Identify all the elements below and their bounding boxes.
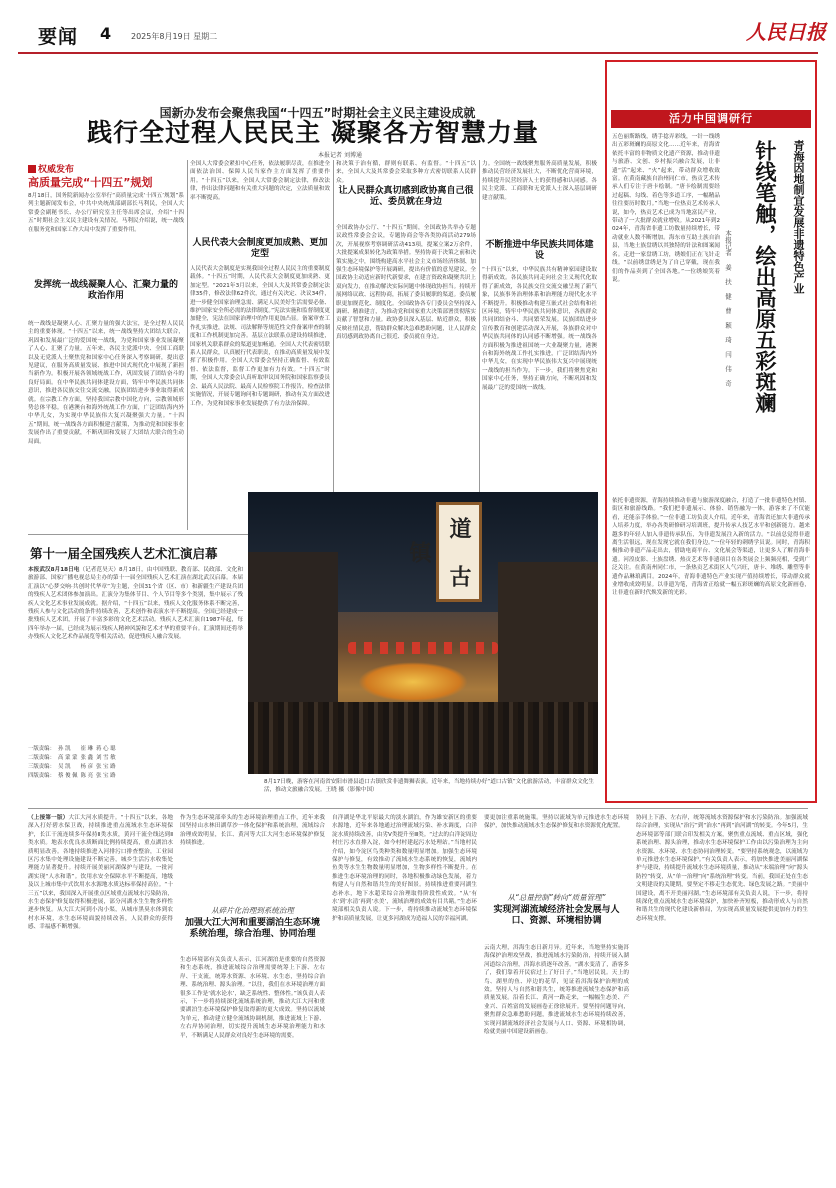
newspaper-logo: 人民日报 (746, 20, 826, 44)
mid-subheadline-1: 人民代表大会制度更加成熟、更加定型 (192, 238, 328, 259)
signboard-text: 道 古 镇 (406, 517, 472, 587)
body-text: 全国人大常委会紧扣中心任务，依法履职尽责，在推进全面依法治国、保障人民当家作主方面发挥了重要作用。“十四五”以来，全国人大常委会制定法律，修改法律，作出法律问题和有关重大问题的决定，立法质量和效率不断提高。 (190, 161, 330, 201)
lead-byline: 本报记者 刘博通 (318, 152, 362, 159)
signboard (406, 502, 482, 602)
bottom-kicker-2: 从“总量控制”转向“质量管理” (507, 893, 606, 902)
body-text: 生态环境部有关负责人表示，江河湖泊是重要的自然资源和生态系统，推进流域综合治理需要统筹上下游、左右岸、干支流，统筹水资源、水环境、水生态，坚持综合治理、系统治理、源头治理。“以往，我们在水环境治理方面很多工作是‘就水论水’，缺乏系统性、整体性。”该负责人表示，下一步将持续深化流域系统治理，推动大江大河和重要湖泊生态环境保护修复取得新的更大成效。坚持以流域为单元，推动建立健全流域协调机制，推进流域上下游、左右岸协同治理，切实提升流域生态环境治理能力和水平，不断满足人民群众对良好生态环境的需要。 (180, 957, 325, 1039)
editor-credits (28, 744, 119, 780)
body-text: 云南大理，洱海生态日新月异。近年来，当地坚持实施洱海保护治理攻坚战，推进流域水污染防治，持续开展入湖河道综合治理，洱海水质逐年改善。“湖水变清了，游客多了，我们靠着开民宿过上了好日子。”当地居民说。天上的鸟、湖里的鱼、岸边的花草，见证着洱海保护治理的成效。坚持人与自然和谐共生，统筹推进流域生态保护和高质量发展。沿着长江、黄河一路走来，一幅幅生态美、产业兴、百姓富的发展画卷正徐徐展开。要坚持问题导向，聚焦群众急难愁盼问题，推进流域水生态环境持续改善，实现河湖流域经济社会发展与人口、资源、环境相协调，绘就美丽中国建设新画卷。 (484, 945, 629, 1036)
feature-banner: 活力中国调研行 (611, 110, 811, 128)
mid-subheadline-2: 让人民群众真切感到政协离自己很近、委员就在身边 (338, 186, 474, 207)
lion-dance (358, 662, 468, 702)
feature-body: 依托非遗资源，青海持续推动非遗与旅游深度融合，打造了一批非遗特色村镇、街区和旅游线路。“我们把非遗展示、体验、销售融为一体，游客来了不仅能看，还能亲手体验。”一位非遗工坊负责人介绍。近年来，青海省还加大非遗传承人培养力度，举办各类研修研习培训班，提升传承人技艺水平和创新能力。越来越多的年轻人加入非遗传承队伍，为非遗发展注入新的活力。“以前总觉得非遗离生活很远，现在发现它就在我们身边。”一位年轻的刺绣学员说。同时，青海积极推动非遗产品走出去，借助电商平台、文化展会等渠道，让更多人了解青海非遗。河湟皮影、土族盘绣、热贡艺术等非遗项目在各类展会上频频亮相，受到广泛关注。在黄南州同仁市，一条热贡艺术街区人气兴旺，唐卡、堆绣、雕塑等非遗作品琳琅满目。2024年，青海非遗特色产业实现产值持续增长，带动群众就业增收成效明显。以非遗为笔，青海省正绘就一幅五彩斑斓的高原文化新画卷，让非遗在新时代焕发新的光彩。 (612, 498, 810, 597)
feature-byline: 本报记者 姜 扶 健 曹 颖 琦 闫 伟 奇 (724, 230, 732, 387)
body-text: （上接第一版）大江大河水质提升。“十四五”以来，各地深入打好碧水保卫战，持续推进重点流域水生态环境保护，长江干流连续多年保持Ⅱ类水质，黄河干流全线达到Ⅱ类水质。地表水优良水质断面比例持续提高，重点湖泊水质明显改善。各地持续推进入河排污口排查整治，工业园区污水集中处理设施建设不断完善，城乡生活污水收集处理能力显著提升。持续开展美丽河湖保护与建设，一批河湖实现“人水和谐”。饮用水安全保障水平不断提高，地级及以上城市集中式饮用水水源地水质达标率保持高位。“十三五”以来，我国深入开展重点区域重点流域水污染防治，水生态保护修复取得积极进展，部分河湖水生生物多样性逐步恢复。从大江大河到小沟小渠，从城市黑臭水体到农村水环境，水生态环境面貌持续改善，人民群众的获得感、幸福感不断增强。 (28, 815, 173, 931)
bottom-subheadline-1: 加强大江大河和重要湖泊生态环境系统治理，综合治理、协同治理 (184, 918, 320, 939)
credit-row: 四版责编： 蔡 俊 佩 陈 亮 张 宝 路 (28, 773, 116, 779)
kicker-label: 权威发布 (38, 165, 75, 175)
crowd (248, 702, 598, 774)
mid-subheadline-3: 不断推进中华民族共同体建设 (485, 240, 594, 261)
body-text: 自洋湖是华北平原最大的淡水湖泊，作为雄安新区的重要水源地，近年来各地通过治理流域污染、补水调度，白洋淀水质持续改善，由劣Ⅴ类提升至Ⅲ类。“过去的白洋淀周边村庄污水直排入淀，如今村村建起污水处理站。”当地村民介绍，如今淀区鸟类种类和数量明显增加。加强生态环境保护与修复，有效推动了流域水生态系统的恢复，流域内鱼类等水生生物数量明显增加，生物多样性不断提升。在推进生态环境治理的同时，各地积极推动绿色发展，着力构建人与自然和谐共生的美好图景。持续推进重要河湖生态补水，地下水超采综合治理取得阶段性成效。“从‘有水’到‘水清’再到‘水美’，流域治理的成效有目共睹。”生态环境部相关负责人说。下一步，将持续推动流域生态环境保护和高质量发展，让更多河湖成为造福人民的幸福河湖。 (332, 815, 477, 922)
bottom-kicker-1: 从碎片化治理到系统治理 (211, 906, 294, 915)
body-text: “十四五”以来，中华民族共有精神家园建设取得新成效。各民族共同走向社会主义现代化取得了新成效，各民族交往交流交融呈现了新气象，民族事务治理体系和治理能力现代化水平不断提升。积极推动构建互嵌式社会结构和社区环境，铸牢中华民族共同体意识，各族群众共同团结奋斗、共同繁荣发展。民族团结进步宣传教育和创建活动深入开展，各族群众对中华民族共同体的认同感不断增强。统一战线各方面积极为推进祖国统一大业凝聚力量，港澳台和海外统战工作扎实推进，广泛团结海内外中华儿女，在实现中华民族伟大复兴中展现统一战线的担当作为。下一步，我们将聚焦党和国家中心任务，坚持正确方向，不断巩固和发展最广泛的爱国统一战线。 (482, 267, 597, 391)
body-text: 本报武汉8月18日电（记者范昊天）8月18日，由中国残联、教育部、民政部、文化和旅游部、国家广播电视总局主办的第十一届全国残疾人艺术汇演在湖北武汉启幕。本届汇演以“心梦交响·共创时代华章”为主题，全国31个省（区、市）和新疆生产建设兵团的残疾人艺术团体参加演出。汇演分为集体节目、个人节目等多个类别，集中展示了残疾人文化艺术事业发展成就。据介绍，“十四五”以来，残疾人文化服务体系不断完善，残疾人参与文化活动的条件持续改善，艺术创作和表演水平不断提高。全国已经建成一批残疾人艺术团，开展了丰富多彩的文化艺术活动。残疾人艺术汇演自1987年起，每四年举办一届，已经成为展示残疾人精神风貌和艺术才华的重要平台。汇演期间还将举办残疾人文化艺术作品展览等相关活动，促进残疾人融合发展。 (28, 567, 243, 641)
photo-building (248, 552, 338, 702)
photo-caption: 8月17日晚，游客在河南省安阳市滑县道口古镇欣赏非遗舞狮表演。近年来，当地持续办好“道口古镇”文化旅游活动，丰富群众文化生活，推动文旅融合发展。王晓 摄（影像中国） (264, 779, 594, 794)
square-icon (28, 165, 36, 173)
issue-date: 2025年8月19日 星期二 (131, 32, 218, 41)
column-rule (333, 160, 334, 530)
feature-body: 五色丽斯路线，绣手捻弄彩线，一针一线绣出五彩斑斓的高原文化……近年来，青海省依托丰富的非物质文化遗产资源，推动非遗与旅游、文创、乡村振兴融合发展，让非遗“活”起来、“火”起来，带动群众增收致富。在黄南藏族自治州同仁市，热贡艺术传承人们专注于唐卡绘制。“唐卡绘制需要经过起稿、勾线、着色等多道工序，一幅精品往往要历时数月。”当地一位热贡艺术传承人说，如今，热贡艺术已成为当地富民产业，带动了一大批群众就业增收。从2021年到2024年，青海省非遗工坊数量持续增长，带动就业人数不断增加。海东市互助土族自治县，当地土族盘绣以其独特的针法和图案闻名。走进一家盘绣工坊，绣娘们正在飞针走线。“以前绣盘绣是为了自己穿戴，现在我们的作品卖到了全国各地。”一位绣娘笑着说。 (612, 134, 720, 283)
body-text: 和决策于治有循，群则有联系、有监督。“十四五”以来，全国人大及其常委会采取多种方式密切联系人民群众。 (336, 161, 476, 184)
column-rule (479, 160, 480, 530)
body-text: 8月18日，国务院新闻办公室举行“高质量完成‘十四五’规划”系列主题新闻发布会，中共中央统战部副部长马利民，全国人大常委会副秘书长、办公厅研究室主任等出席会议，介绍“十四五”时期社会主义民主建设有关情况。马利民介绍说，统一战线在服务党和国家工作大局中发挥了重要作用。 (28, 193, 184, 233)
feature-title: 针线笔触，绘出高原五彩斑斓 (753, 140, 778, 413)
left-column-title: 高质量完成“十四五”规划 (28, 176, 153, 189)
jump-line: （上接第一版） (28, 815, 69, 821)
feature-subtitle: 青海因地制宜发展非遗特色产业 (792, 140, 805, 294)
art-fest-headline: 第十一届全国残疾人艺术汇演启幕 (30, 546, 218, 561)
body-text: 全国政协办公厅、“十四五”期间，全国政协共举办专题议政性常委会会议，专题协商会等各类协商活动279场次，开展视察考察调研活动413项，提案立案2万余件，大批提案成果转化为政策举措。坚持协商于决策之前和决策实施之中，围绕构建高水平社会主义市场经济体制、加强生态环境保护等开展调研，提出有价值的意见建议。全国政协主动适应新时代新要求，在建言资政和凝聚共识上双向发力，在推动解决实际问题中体现政协担当。持续开展网络议政、远程协商，拓展了委员履职的渠道。委员履职更加规范化、制度化。全国政协各专门委员会坚持深入调研、精准建言，为推动党和国家重大决策部署贯彻落实贡献了智慧和力量。政协委员深入基层、贴近群众，积极反映社情民意，帮助群众解决急难愁盼问题，让人民群众真切感到政协离自己很近、委员就在身边。 (336, 225, 476, 341)
section-name: 要闻 (38, 26, 79, 48)
lead-subheadline: 国新办发布会聚焦我国“十四五”时期社会主义民主建设成就 (159, 106, 476, 120)
lead-headline: 践行全过程人民民主 凝聚各方智慧力量 (87, 118, 539, 147)
section-rule (28, 808, 808, 809)
body-text: 统一战线是凝聚人心、汇聚力量的强大法宝，是全过程人民民主的重要体现。“十四五”以来，统一战线坚持大团结大联合，巩固和发展最广泛的爱国统一战线，为党和国家事业发展凝聚了人心、汇聚了力量。五年来，各民主党派中央、全国工商联以及无党派人士聚焦党和国家中心任务深入考察调研，提出意见建议，在服务高质量发展、推进中国式现代化中展现了新担当新作为。积极开展各领域统战工作，巩固发展了团结奋斗的良好局面。在中华民族共同体建设方面，铸牢中华民族共同体意识，推进各民族交往交流交融，民族团结进步事业取得新成就。在宗教工作方面，坚持我国宗教中国化方向，宗教领域形势总体平稳。在港澳台和海外统战工作方面，广泛团结海内外中华儿女，为实现中华民族伟大复兴凝聚强大力量。“十四五”期间，统一战线各方面积极建言献策，为推动党和国家事业发展作出了重要贡献，不断巩固和发展了大团结大联合的生动局面。 (28, 321, 184, 445)
page-number: 4 (100, 24, 112, 43)
body-text: 力。全国统一战线聚焦服务高质量发展，积极推动民营经济发展壮大，不断优化营商环境，持续提升民营经济人士的获得感和认同感。各民主党派、工商联和无党派人士深入基层调研建言献策。 (482, 161, 597, 201)
credit-row: 一版责编： 孙 凯 崔 琳 蒋 心 聪 (28, 746, 116, 752)
news-photo (248, 492, 598, 774)
credit-row: 二版责编： 高 蒙 蒙 张 鑫 刘 雪 敏 (28, 755, 116, 761)
lanterns (348, 642, 498, 654)
bottom-subheadline-2: 实现河湖流域经济社会发展与人口、资源、环境相协调 (493, 905, 620, 926)
photo-building (498, 562, 598, 702)
dateline: 本报武汉8月18日电 (28, 567, 80, 573)
body-text: 要更加注重系统施策。坚持以流域为单元推进水生态环境保护，加快推动流域水生态保护修复和水资源优化配置。 (484, 815, 629, 830)
credit-row: 三版责编： 吴 凯 杨 彦 张 宝 路 (28, 764, 116, 770)
column-rule (187, 160, 188, 530)
body-text: 作为生态环境部牵头的生态环境治理重点工作，近年来我国坚持山水林田湖草沙一体化保护和系统治理，流域综合治理成效明显，长江、黄河等大江大河生态环境保护修复持续推进。 (180, 815, 325, 847)
left-subheadline: 发挥统一战线凝聚人心、汇聚力量的政治作用 (33, 280, 178, 301)
body-text: 协同上下游、左右岸，统筹流域水资源保护和水污染防治。加强流域综合治理，实现从“治污”到“治水”再到“治河湖”的转变。今年5月，生态环境部等部门联合印发相关方案，聚焦重点流域、重点区域，强化系统治理、源头治理，推动水生态环境保护工作由以污染治理为主向水资源、水环境、水生态协同治理转变。“要坚持系统观念，以流域为单元推进水生态环境保护。”有关负责人表示，将加快推进美丽河湖保护与建设，持续提升流域水生态环境质量，推动从“末端治理”向“源头防控”转变，从“单一治理”向“系统治理”转变。当前，我国正处在生态文明建设的关键期，要坚定不移走生态优先、绿色发展之路。“美丽中国建设，离不开美丽河湖。”生态环境部有关负责人说，下一步，将持续深化重点流域水生态环境保护，加快补齐短板，推动形成人与自然和谐共生的现代化建设新格局，为实现高质量发展提供更加有力的生态环境支撑。 (636, 815, 808, 922)
body-text: 人民代表大会制度是实现我国全过程人民民主的重要制度载体。“十四五”时期，人民代表大会制度更加成熟、更加定型。“2021年3月以来，全国人大及其常委会制定法律35件，修改法律62件次，通过有关决定、决议34件，进一步健全国家治理急需、满足人民美好生活需要必备、维护国家安全所必需的法律制度。”宪法实施和监督制度更加健全，宪法在国家治理中的作用更加凸显。备案审查工作扎实推进，法规、司法解释等规范性文件备案审查的制度和工作机制更加完善。基层立法联系点建设持续推进，国家机关联系群众的渠道更加畅通。全国人大代表密切联系人民群众，认真履行代表职责，在推动高质量发展中发挥了积极作用。全国人大常委会坚持正确监督、有效监督、依法监督，监督工作更加有力有效。“十四五”时期，全国人大常委会认真听取审议国务院和国家监察委员会、最高人民法院、最高人民检察院工作报告，检查法律实施情况，开展专题询问和专题调研，推动有关方面改进工作，为党和国家事业发展提供了有力法治保障。 (190, 266, 330, 407)
